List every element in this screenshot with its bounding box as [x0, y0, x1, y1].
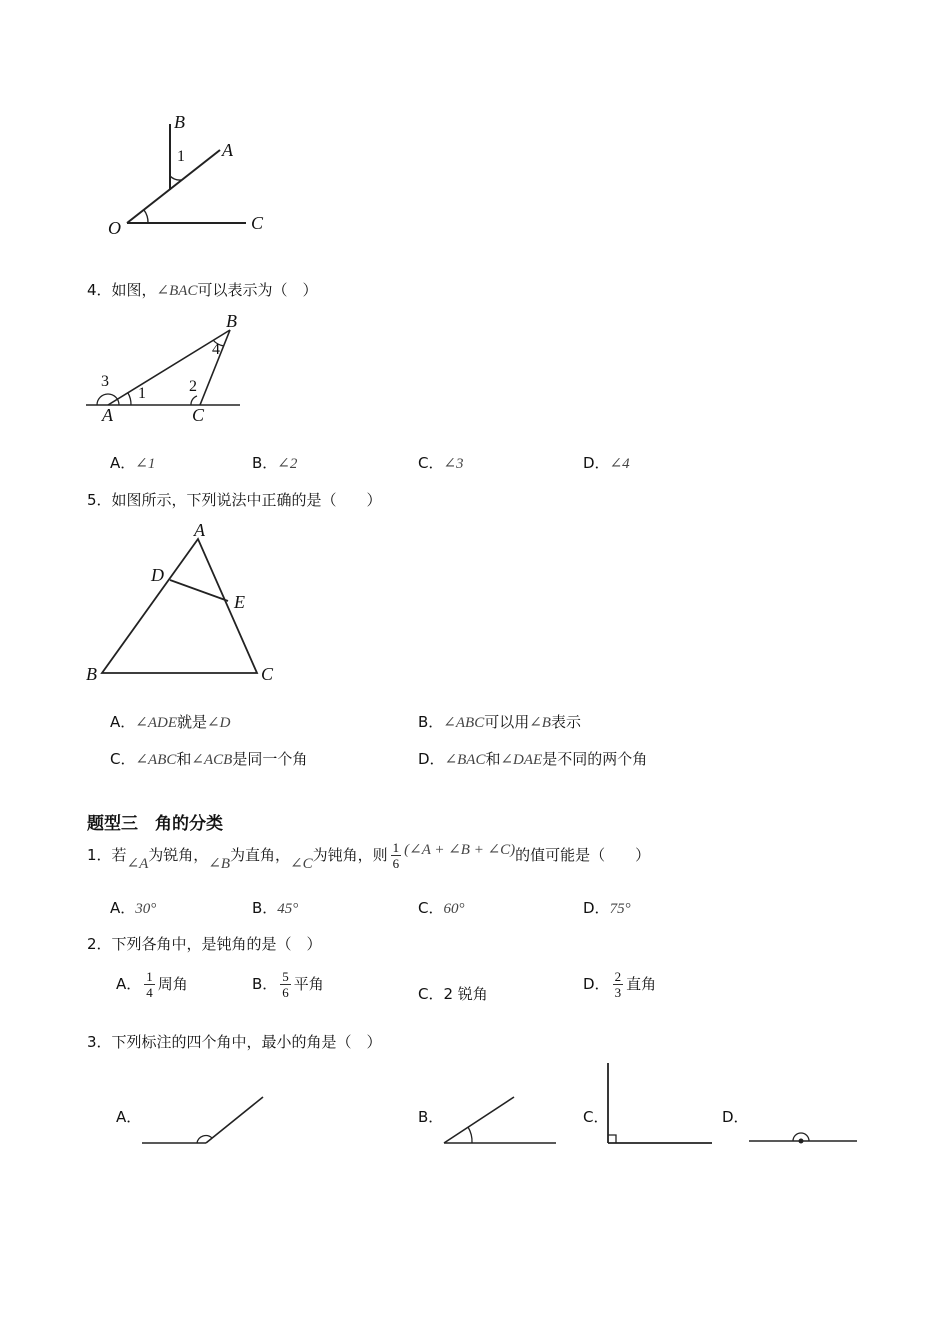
s3-option-b-label[interactable]: B．	[418, 1108, 444, 1126]
q4-label-B: B	[226, 311, 237, 331]
q4-stem: 4．如图，∠BAC可以表示为（ ）	[87, 281, 318, 299]
label-O: O	[108, 218, 121, 238]
q4-label-4: 4	[212, 341, 220, 358]
q5-option-b[interactable]: B．∠ABC可以用∠B表示	[418, 713, 581, 731]
q5-option-d[interactable]: D．∠BAC和∠DAE是不同的两个角	[418, 750, 648, 768]
q4-label-3: 3	[101, 373, 109, 390]
s1-option-b[interactable]: B．45°	[252, 899, 299, 917]
s2-stem: 2．下列各角中，是钝角的是（ ）	[87, 935, 322, 953]
s2-option-b[interactable]: B． $\frac{5}{6}$ 平角	[252, 969, 324, 1000]
q5-label-B: B	[86, 664, 97, 684]
angle-d	[749, 1133, 857, 1144]
q5-label-C: C	[261, 664, 274, 684]
s2-option-c[interactable]: C．2 锐角	[418, 985, 488, 1003]
label-C: C	[251, 213, 264, 233]
s1-option-c[interactable]: C．60°	[418, 899, 465, 917]
q5-label-E: E	[234, 592, 245, 612]
q5-stem: 5．如图所示，下列说法中正确的是（ ）	[87, 491, 382, 509]
q4-option-b[interactable]: B．∠2	[252, 454, 298, 472]
label-B: B	[174, 112, 185, 132]
s3-option-a-label[interactable]: A．	[116, 1108, 142, 1126]
s1-fraction: $\frac{1}{6}$	[392, 840, 400, 871]
s1-option-d[interactable]: D．75°	[583, 899, 631, 917]
q5-label-A: A	[194, 520, 205, 540]
q4-label-C: C	[192, 405, 205, 425]
s1-stem: 1．若∠A为锐角，∠B为直角，∠C为钝角，则 $\frac{1}{6}$ (∠A + ∠B + ∠C)的值可能是（ ）	[87, 840, 651, 872]
q5-option-c[interactable]: C．∠ABC和∠ACB是同一个角	[110, 750, 308, 768]
label-A: A	[222, 140, 233, 160]
angle-a	[142, 1097, 263, 1143]
q5-label-D: D	[151, 565, 164, 585]
q4-option-c[interactable]: C．∠3	[418, 454, 464, 472]
s3-stem: 3．下列标注的四个角中，最小的角是（ ）	[87, 1033, 382, 1051]
s1-option-a[interactable]: A．30°	[110, 899, 157, 917]
q4-option-d[interactable]: D．∠4	[583, 454, 630, 472]
angle-b	[444, 1097, 556, 1143]
q5-option-a[interactable]: A．∠ADE就是∠D	[110, 713, 231, 731]
label-1: 1	[177, 148, 185, 165]
s2-option-d[interactable]: D． $\frac{2}{3}$ 直角	[583, 969, 657, 1000]
s3-option-c-label[interactable]: C．	[583, 1108, 609, 1126]
angle-c	[608, 1063, 712, 1143]
section-heading: 题型三 角的分类	[87, 814, 223, 834]
s2-option-a[interactable]: A． $\frac{1}{4}$ 周角	[116, 969, 188, 1000]
s3-option-d-label[interactable]: D．	[722, 1108, 749, 1126]
q4-label-A: A	[102, 405, 113, 425]
q4-label-2: 2	[189, 378, 197, 395]
q4-option-a[interactable]: A．∠1	[110, 454, 156, 472]
q4-label-1: 1	[138, 385, 146, 402]
